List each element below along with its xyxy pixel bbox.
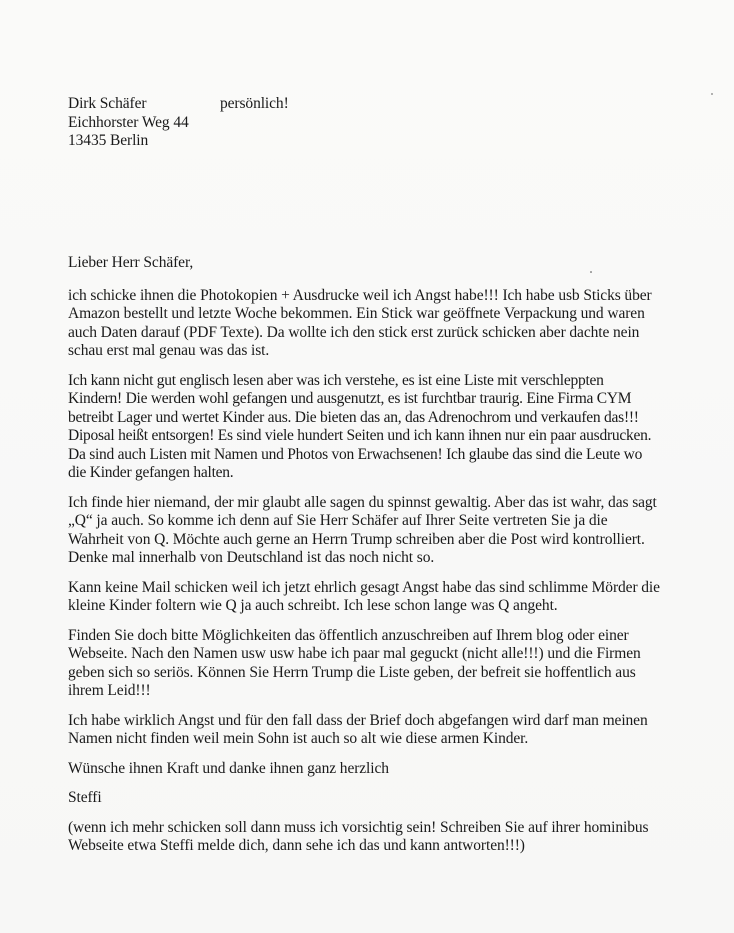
letter-signature: Steffi <box>68 789 102 806</box>
personal-note: persönlich! <box>220 95 289 112</box>
sender-name: Dirk Schäfer <box>68 95 147 112</box>
sender-address <box>68 95 368 151</box>
paragraph: Ich finde hier niemand, der mir glaubt alle sagen du spinnst gewaltig. Aber das ist wahr, das sagt „Q“ ja auch. So komme ich denn auf Sie Herr Schäfer auf Ihrer Seite vertreten Sie ja die Wahrheit von Q. Möchte auch gerne an Herrn Trump schreiben aber die Post wird kontrolliert. Denke mal innerhalb von Deutschland ist das noch nicht so. <box>68 493 657 566</box>
paragraph: ich schicke ihnen die Photokopien + Ausdrucke weil ich Angst habe!!! Ich habe usb Sticks über Amazon bestellt und letzte Woche bekommen. Ein Stick war geöffnete Verpackung und waren auch Daten darauf (PDF Texte). Da wollte ich den stick erst zurück schicken aber dachte nein schau erst mal genau was das ist. <box>68 286 652 359</box>
letter-postscript: (wenn ich mehr schicken soll dann muss ich vorsichtig sein! Schreiben Sie auf ihrer hominibus Webseite etwa Steffi melde dich, dann sehe ich das und kann antworten!!!) <box>68 818 649 854</box>
sender-city: 13435 Berlin <box>68 132 149 149</box>
paragraph: Kann keine Mail schicken weil ich jetzt ehrlich gesagt Angst habe das sind schlimme Mörder die kleine Kinder foltern wie Q ja auch schreibt. Ich lese schon lange was Q angeht. <box>68 578 660 614</box>
paragraph: Ich kann nicht gut englisch lesen aber was ich verstehe, es ist eine Liste mit verschleppten Kindern! Die werden wohl gefangen und ausgenutzt, es ist furchtbar traurig. Eine Firma CYM betreibt Lager und wertet Kinder aus. Die bieten das an, das Adrenochrom und verkaufen das!!! Diposal heißt entsorgen! Es sind viele hundert Seiten und ich kann ihnen nur ein paar ausdrucken. Da sind auch Listen mit Namen und Photos von Erwachsenen! Ich glaube das sind die Leute wo die Kinder gefangen halten. <box>68 371 652 481</box>
scan-speck <box>590 271 592 273</box>
sender-street: Eichhorster Weg 44 <box>68 113 189 131</box>
paragraph: Ich habe wirklich Angst und für den fall dass der Brief doch abgefangen wird darf man meinen Namen nicht finden weil mein Sohn ist auch so alt wie diese armen Kinder. <box>68 711 648 747</box>
paragraph: Finden Sie doch bitte Möglichkeiten das öffentlich anzuschreiben auf Ihrem blog oder einer Webseite. Nach den Namen usw usw habe ich paar mal geguckt (nicht alle!!!) und die Firmen geben sich so seriös. Können Sie Herrn Trump die Liste geben, der befreit sie hoffentlich aus ihrem Leid!!! <box>68 626 641 699</box>
letter-body <box>68 254 660 867</box>
letter-greeting: Lieber Herr Schäfer, <box>68 254 194 271</box>
paragraph: Wünsche ihnen Kraft und danke ihnen ganz herzlich <box>68 759 389 777</box>
scan-speck <box>711 93 713 95</box>
